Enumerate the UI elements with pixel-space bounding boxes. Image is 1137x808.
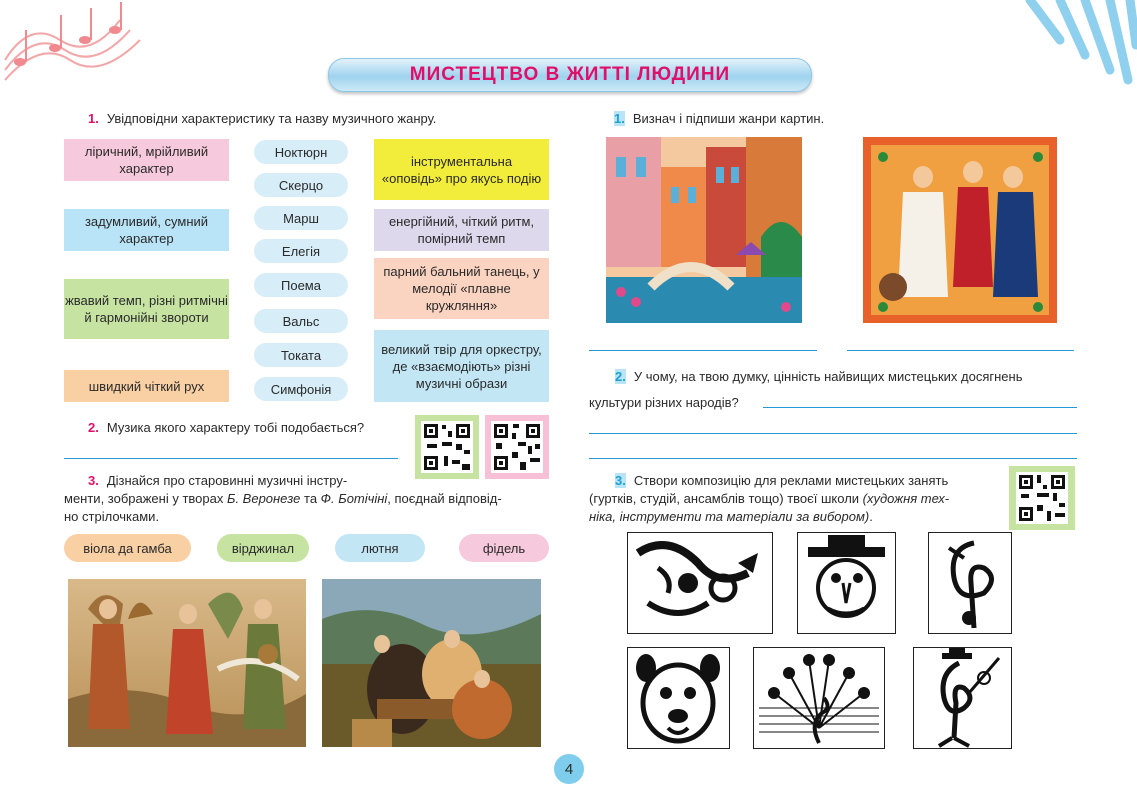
instrument-pill[interactable]: віола да гамба <box>64 534 191 562</box>
brush-strokes-decoration <box>1010 0 1137 90</box>
description-box[interactable]: великий твір для оркестру, де «взаємодіють» різні музичні образи <box>374 330 549 402</box>
music-peacock-illustration <box>753 647 885 749</box>
qr-code[interactable] <box>1009 466 1075 530</box>
task-text: Дізнайся про старовинні музичні інстру- <box>106 473 348 488</box>
answer-line[interactable] <box>589 350 817 351</box>
task-text: Музика якого характеру тобі подобається? <box>106 420 365 435</box>
left-task3-instruction <box>64 472 550 526</box>
music-notes-decoration <box>0 0 150 95</box>
description-box[interactable]: інструментальна «оповідь» про якусь подію <box>374 139 549 200</box>
task-text: (художня тех- <box>862 491 950 506</box>
genre-pill[interactable]: Марш <box>254 206 348 230</box>
characteristic-box[interactable]: жвавий темп, різні ритмічні й гармонійні звороти <box>64 279 229 339</box>
task-text: та <box>300 491 321 506</box>
left-task2-instruction <box>88 419 408 437</box>
characteristic-box[interactable]: задумливий, сумний характер <box>64 209 229 251</box>
characteristic-box[interactable]: швидкий чіткий рух <box>64 370 229 402</box>
task-text: (гуртків, студій, ансамблів тощо) твоєї школи <box>589 491 863 506</box>
task-text: менти, зображені у творах <box>64 491 227 506</box>
right-task1-instruction <box>614 110 1094 128</box>
artist-name: Б. Веронезе <box>226 491 301 506</box>
right-task3-instruction <box>589 472 1004 526</box>
instrument-pill[interactable]: вірджинал <box>217 534 309 562</box>
task-text: ніка, інструменти та матеріали за вибором) <box>589 509 870 524</box>
instrument-pill[interactable]: лютня <box>335 534 425 562</box>
description-box[interactable]: парний бальний танець, у мелодії «плавне кружляння» <box>374 258 549 319</box>
answer-line[interactable] <box>589 458 1077 459</box>
angels-painting <box>68 579 306 747</box>
answer-line[interactable] <box>763 407 1077 408</box>
task-number: 1. <box>614 111 625 126</box>
instrument-pill[interactable]: фідель <box>459 534 549 562</box>
artist-name: Ф. Ботічіні <box>320 491 388 506</box>
task-text: Визнач і підпиши жанри картин. <box>632 111 825 126</box>
genre-pill[interactable]: Скерцо <box>254 173 348 197</box>
task-text: , поєднай відповід- <box>387 491 502 506</box>
task-number: 3. <box>615 473 626 488</box>
task-number: 1. <box>88 111 99 126</box>
characteristic-box[interactable]: ліричний, мрійливий характер <box>64 139 229 181</box>
music-figure-illustration <box>913 647 1012 749</box>
page-title: МИСТЕЦТВО В ЖИТТІ ЛЮДИНИ <box>328 58 812 92</box>
answer-line[interactable] <box>847 350 1074 351</box>
right-task2-instruction <box>589 368 1079 412</box>
task-text: но стрілочками. <box>64 509 160 524</box>
task-text: культури різних народів? <box>589 395 739 410</box>
genre-pill[interactable]: Вальс <box>254 309 348 333</box>
folk-celebration-painting <box>863 137 1057 323</box>
music-face-illustration <box>797 532 896 634</box>
genre-pill[interactable]: Ноктюрн <box>254 140 348 164</box>
qr-code[interactable] <box>415 415 479 479</box>
task-text: У чому, на твою думку, цінність найвищих мистецьких досягнень <box>633 369 1023 384</box>
answer-line[interactable] <box>589 433 1077 434</box>
task-text: Створи композицію для реклами мистецьких занять <box>633 473 949 488</box>
task-number: 2. <box>88 420 99 435</box>
genre-pill[interactable]: Елегія <box>254 239 348 263</box>
music-bird-illustration <box>627 532 773 634</box>
page-number: 4 <box>554 754 584 784</box>
genre-pill[interactable]: Поема <box>254 273 348 297</box>
venice-painting <box>606 137 802 323</box>
task-number: 3. <box>88 473 99 488</box>
answer-line[interactable] <box>64 458 398 459</box>
music-dog-illustration <box>627 647 730 749</box>
genre-pill[interactable]: Симфонія <box>254 377 348 401</box>
task-text: . <box>869 509 873 524</box>
description-box[interactable]: енергійний, чіткий ритм, помірний темп <box>374 209 549 251</box>
task-number: 2. <box>615 369 626 384</box>
left-task1-instruction <box>88 110 568 128</box>
music-bird-clef-illustration <box>928 532 1012 634</box>
musicians-painting <box>322 579 541 747</box>
genre-pill[interactable]: Токата <box>254 343 348 367</box>
task-text: Увідповідни характеристику та назву музичного жанру. <box>106 111 437 126</box>
qr-code[interactable] <box>485 415 549 479</box>
